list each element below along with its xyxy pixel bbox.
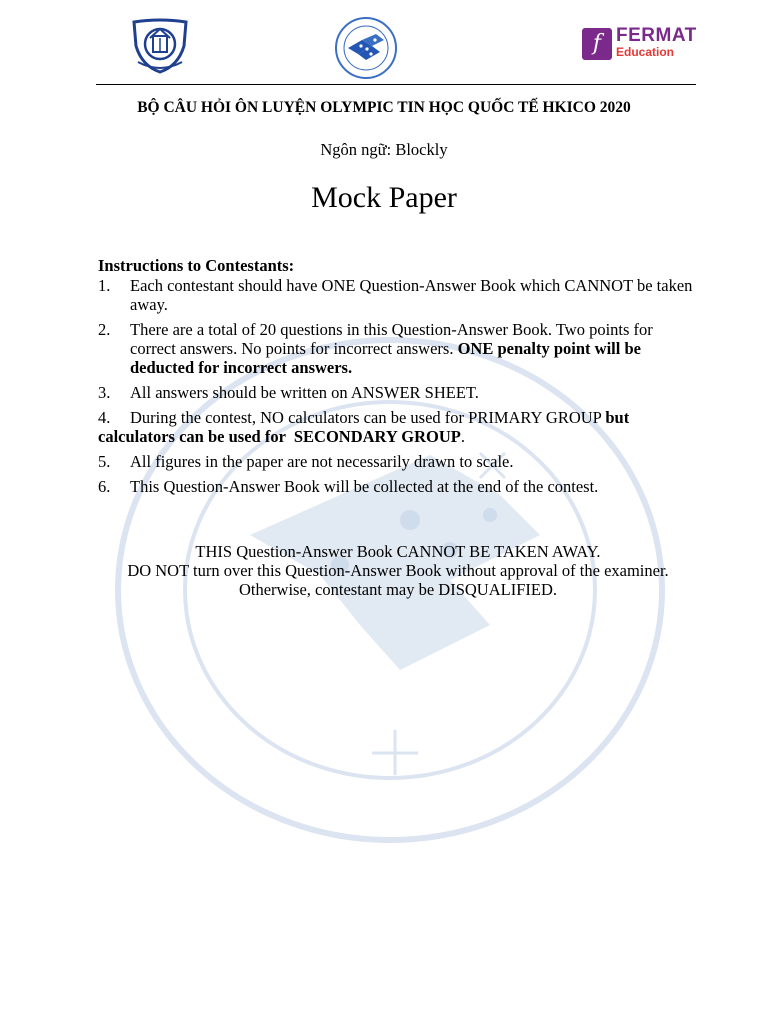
instruction-number: 2. xyxy=(98,320,111,339)
instruction-tail-text: . xyxy=(460,427,465,446)
instruction-item xyxy=(98,276,698,314)
fermat-education-label: Education xyxy=(616,45,675,59)
fermat-education-logo xyxy=(582,26,708,62)
instruction-text: All figures in the paper are not necessarily drawn to scale. xyxy=(130,452,514,471)
fermat-mark-icon: f xyxy=(582,28,612,60)
instruction-number: 1. xyxy=(98,276,111,295)
closing-notice xyxy=(88,542,708,599)
instruction-text: There are a total of 20 questions in this Question-Answer Book. Two points for correct answers. No points for incorrect answers. xyxy=(130,320,653,358)
instruction-text: During the contest, NO calculators can be used for PRIMARY GROUP xyxy=(130,408,606,427)
instruction-bold-text: ONE penalty point will be deducted for incorrect answers. xyxy=(130,339,641,377)
instruction-text: This Question-Answer Book will be collected at the end of the contest. xyxy=(130,477,599,496)
instruction-bold-text: but calculators can be used for SECONDARY GROUP xyxy=(98,408,634,446)
language-line: Ngôn ngữ: Blockly xyxy=(320,140,448,159)
instruction-number: 3. xyxy=(98,383,111,402)
instruction-number: 6. xyxy=(98,477,111,496)
header-divider xyxy=(96,84,696,85)
instruction-text: All answers should be written on ANSWER SHEET. xyxy=(130,383,479,402)
instruction-number: 4. xyxy=(98,408,111,427)
university-crest-logo xyxy=(128,18,192,74)
instructions-heading: Instructions to Contestants: xyxy=(98,256,295,275)
instruction-text: Each contestant should have ONE Question-Answer Book which CANNOT be taken away. xyxy=(130,276,693,314)
closing-line-3: Otherwise, contestant may be DISQUALIFIED. xyxy=(238,580,557,599)
instruction-item xyxy=(98,320,698,377)
document-vietnamese-title: BỘ CÂU HỎI ÔN LUYỆN OLYMPIC TIN HỌC QUỐC TẾ HKICO 2020 xyxy=(137,99,631,116)
instruction-item xyxy=(98,383,698,402)
fermat-wordmark: FERMAT xyxy=(616,25,697,46)
instruction-number: 5. xyxy=(98,452,111,471)
instruction-item xyxy=(98,452,698,471)
instruction-item xyxy=(98,477,698,496)
paper-title: Mock Paper xyxy=(311,181,457,214)
instruction-item xyxy=(98,408,698,446)
closing-line-2: DO NOT turn over this Question-Answer Book without approval of the examiner. xyxy=(127,561,669,580)
hkico-olympiad-logo xyxy=(334,16,398,80)
instructions-section xyxy=(98,256,698,496)
closing-line-1: THIS Question-Answer Book CANNOT BE TAKEN AWAY. xyxy=(195,542,601,561)
